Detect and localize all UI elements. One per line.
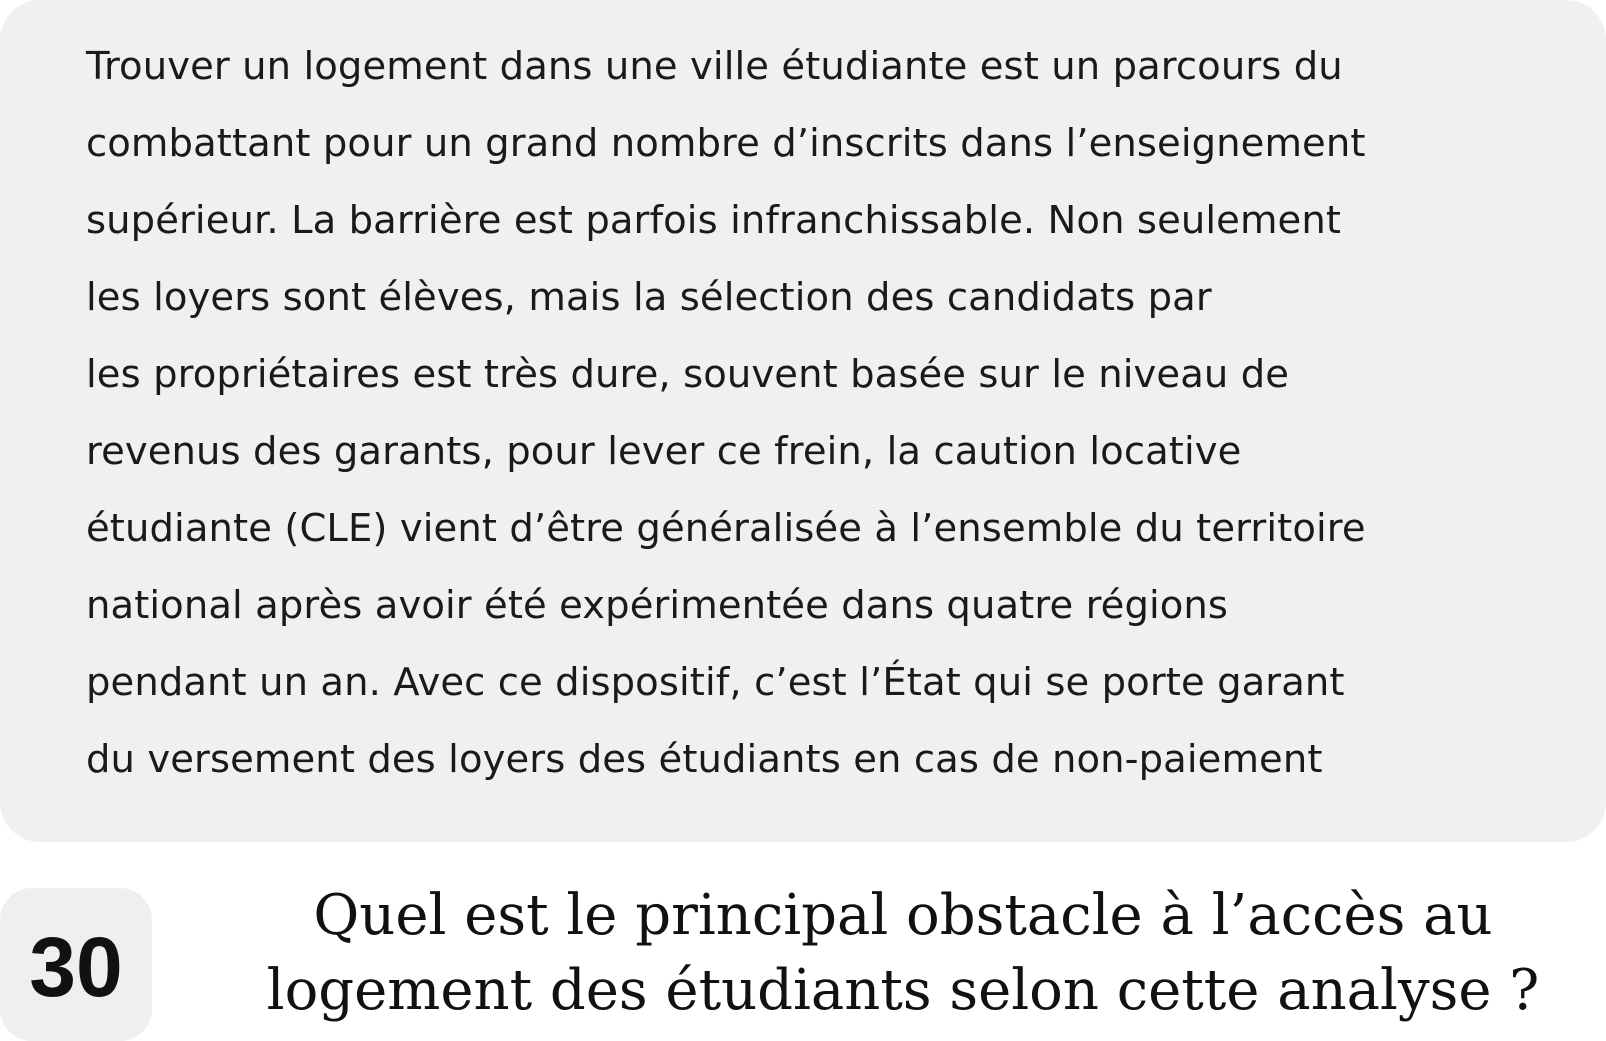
passage-line: pendant un an. Avec ce dispositif, c’est l’État qui se porte garant [86,660,1345,705]
passage-line: les propriétaires est très dure, souvent basée sur le niveau de [86,352,1290,397]
question-number-badge [0,888,152,1041]
passage-line: combattant pour un grand nombre d’inscrits dans l’enseignement [86,121,1366,166]
passage-line: supérieur. La barrière est parfois infranchissable. Non seulement [86,198,1342,243]
passage-line: les loyers sont élèves, mais la sélection des candidats par [86,275,1212,320]
question-text [200,878,1606,1028]
question-line: Quel est le principal obstacle à l’accès au [313,883,1493,948]
question-line: logement des étudiants selon cette analyse ? [266,958,1540,1023]
passage-line: du versement des loyers des étudiants en cas de non-paiement [86,737,1323,782]
passage-line: revenus des garants, pour lever ce frein, la caution locative [86,429,1242,474]
passage-line: Trouver un logement dans une ville étudiante est un parcours du [86,44,1343,89]
passage-line: national après avoir été expérimentée dans quatre régions [86,583,1229,628]
question-number: 30 [29,919,123,1014]
passage-line: étudiante (CLE) vient d’être généralisée à l’ensemble du territoire [86,506,1366,551]
